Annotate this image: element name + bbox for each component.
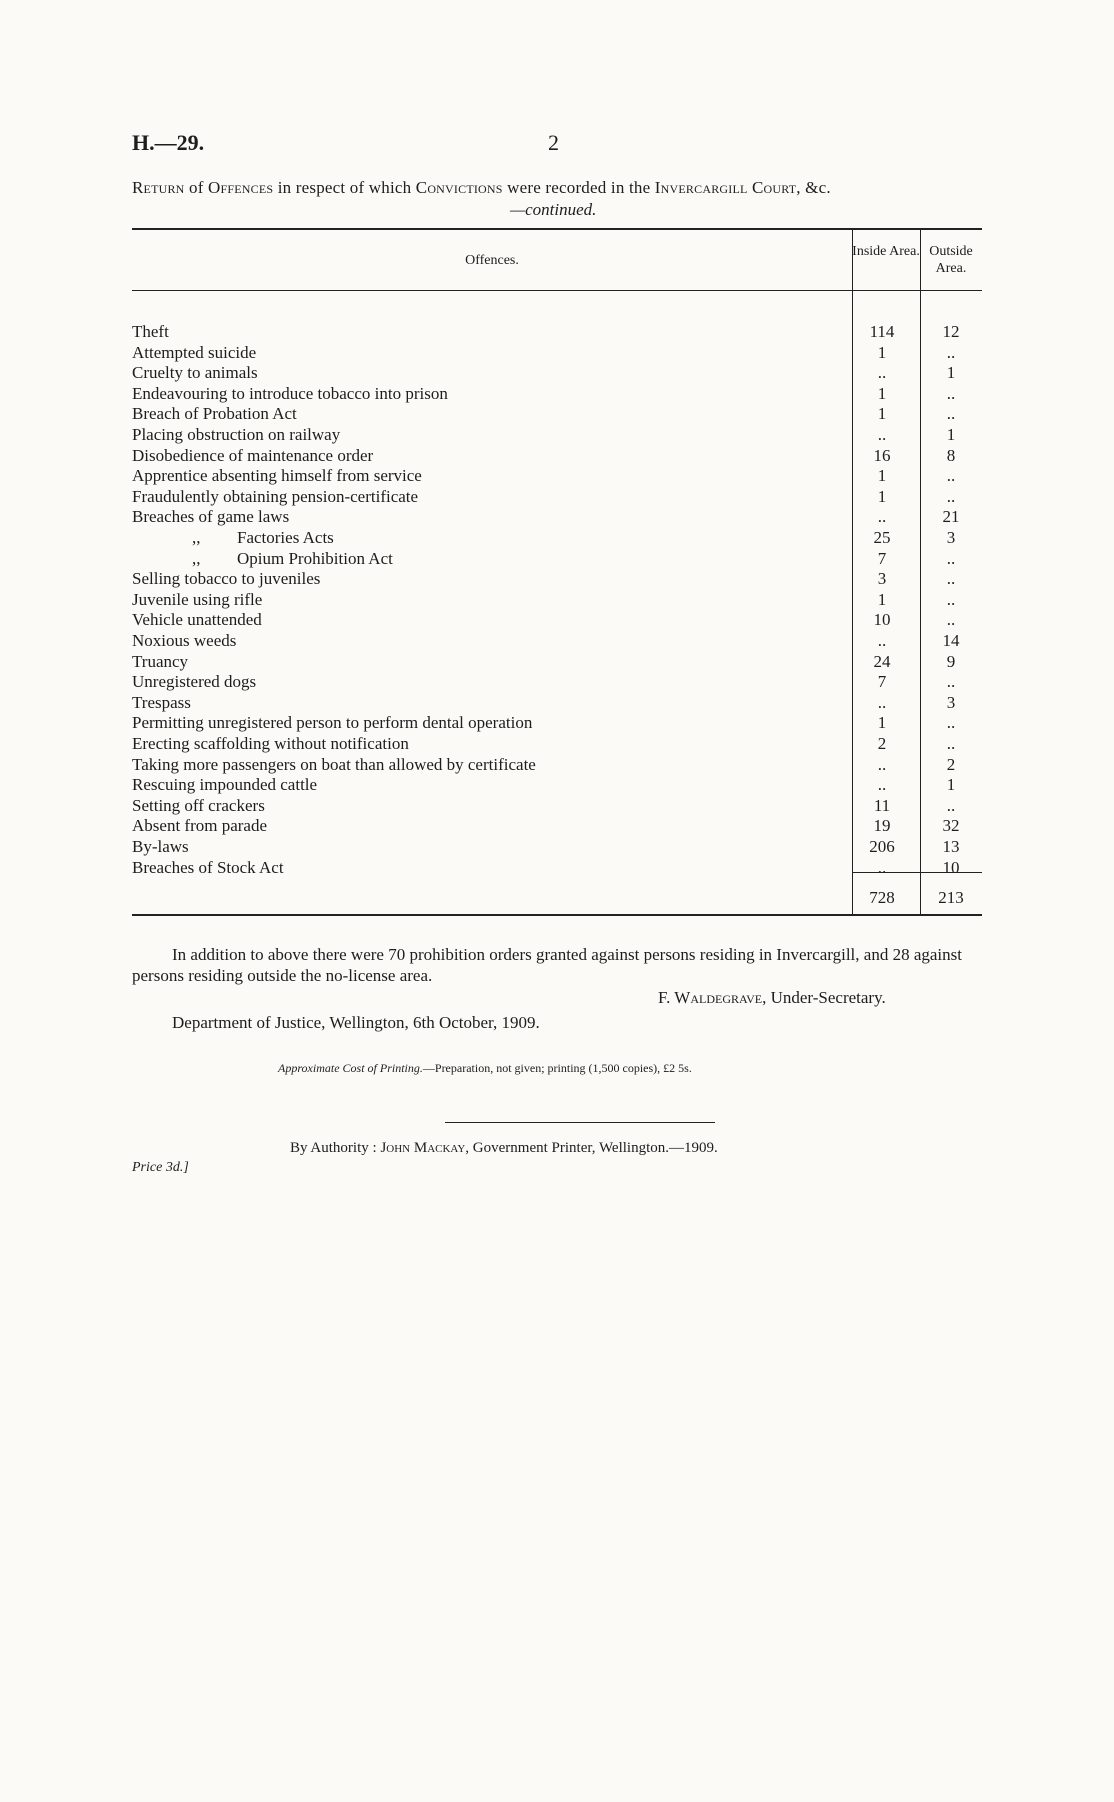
department-line: Department of Justice, Wellington, 6th October, 1909. (172, 1013, 540, 1032)
offence-name: Rescuing impounded cattle (132, 775, 318, 795)
title-word: of (189, 178, 204, 197)
title-word: Return (132, 178, 185, 197)
table-row (132, 343, 982, 363)
cost-label: Approximate Cost of Printing. (278, 1061, 423, 1075)
outside-area-count: .. (946, 734, 956, 753)
inside-area-count: 7 (877, 548, 887, 568)
inside-area-count: 1 (877, 466, 887, 486)
offence-name: Fraudulently obtaining pension-certificate (132, 486, 419, 506)
table-top-rule (132, 228, 982, 230)
table-row (132, 549, 982, 569)
table-row (132, 528, 982, 548)
inside-area-count: 16 (873, 445, 891, 465)
inside-area-count: .. (877, 631, 887, 650)
outside-area-count: .. (946, 548, 956, 568)
offence-name: Theft (132, 322, 169, 341)
table-row (132, 446, 982, 466)
inside-area-count: 1 (877, 404, 887, 424)
inside-area-count: .. (877, 363, 887, 383)
outside-area-count: 3 (946, 692, 956, 712)
outside-area-count: 1 (946, 425, 956, 444)
table-row (132, 734, 982, 754)
table-row (132, 693, 982, 713)
inside-area-count: 3 (877, 569, 887, 589)
inside-area-count: 7 (877, 672, 887, 692)
offence-name: By-laws (132, 837, 189, 856)
outside-area-count: 3 (946, 528, 956, 547)
printer-name: John Mackay (380, 1140, 466, 1156)
table-row (132, 858, 982, 878)
authority-suffix: , Government Printer, Wellington.—1909. (465, 1140, 718, 1156)
outside-area-count: 13 (942, 837, 960, 856)
table-title (132, 178, 982, 198)
offence-name: Noxious weeds (132, 631, 237, 650)
offence-name: Endeavouring to introduce tobacco into prison (132, 383, 448, 403)
signature (658, 988, 886, 1008)
table-header-rule (132, 290, 982, 291)
signatory-title: , Under-Secretary. (762, 988, 886, 1007)
inside-area-count: .. (877, 775, 887, 795)
outside-area-count: 32 (942, 816, 960, 836)
inside-area-count: 206 (869, 837, 895, 856)
outside-area-count: 12 (942, 322, 960, 341)
outside-area-count: 10 (942, 857, 960, 877)
page-number: 2 (548, 130, 559, 155)
price: Price 3d.] (132, 1160, 189, 1175)
offence-name: Absent from parade (132, 816, 268, 836)
offence-name: Vehicle unattended (132, 610, 262, 630)
inside-area-count: 2 (877, 734, 887, 753)
title-word: in respect of which (277, 178, 412, 197)
ditto-mark: ,, (192, 548, 201, 568)
title-word: , &c. (796, 178, 831, 197)
header-offences: Offences. (465, 253, 519, 268)
inside-area-count: .. (877, 692, 887, 712)
table-row (132, 816, 982, 836)
offence-name: Selling tobacco to juveniles (132, 569, 321, 589)
table-row (132, 425, 982, 445)
offence-name: Trespass (132, 692, 191, 712)
outside-area-count: .. (946, 589, 956, 609)
outside-area-count: 14 (942, 631, 960, 650)
table-row (132, 631, 982, 651)
printing-cost (278, 1061, 692, 1076)
inside-area-count: 24 (873, 651, 891, 671)
outside-area-count: 21 (942, 507, 960, 527)
outside-area-count: .. (946, 404, 956, 424)
inside-area-count: 10 (873, 610, 891, 630)
outside-area-count: .. (946, 713, 956, 733)
inside-area-count: .. (877, 754, 887, 774)
inside-area-count: 114 (869, 322, 895, 341)
table-row (132, 363, 982, 383)
offence-name: Disobedience of maintenance order (132, 445, 374, 465)
offence-name: Breaches of Stock Act (132, 857, 284, 877)
table-row (132, 507, 982, 527)
outside-area-count: 2 (946, 754, 956, 774)
table-row (132, 713, 982, 733)
offence-name: Breach of Probation Act (132, 404, 297, 424)
offence-name: Breaches of game laws (132, 507, 290, 527)
table-row (132, 590, 982, 610)
table-row (132, 610, 982, 630)
inside-area-count: 1 (877, 589, 887, 609)
table-row (132, 569, 982, 589)
title-continued: —continued. (510, 200, 597, 219)
offence-name: Placing obstruction on railway (132, 425, 341, 444)
title-word: Convictions (415, 178, 503, 197)
inside-area-count: .. (877, 507, 887, 527)
outside-area-count: .. (946, 486, 956, 506)
outside-area-count: .. (946, 466, 956, 486)
header-outside-area: Outside Area. (929, 244, 973, 276)
offence-name: Factories Acts (237, 528, 334, 547)
outside-area-count: 8 (946, 445, 956, 465)
table-row (132, 404, 982, 424)
totals-row (132, 888, 982, 908)
outside-area-count: 1 (946, 775, 956, 795)
offence-name: Truancy (132, 651, 189, 671)
inside-area-count: 1 (877, 713, 887, 733)
inside-area-count: .. (877, 857, 887, 877)
outside-area-count: .. (946, 672, 956, 692)
offence-name: Setting off crackers (132, 795, 265, 815)
table-row (132, 837, 982, 857)
ditto-mark: ,, (192, 528, 201, 547)
table-row (132, 466, 982, 486)
inside-area-count: 1 (877, 486, 887, 506)
outside-area-count: .. (946, 383, 956, 403)
outside-area-count: .. (946, 342, 956, 362)
total-inside: 728 (869, 888, 895, 907)
inside-area-count: 1 (877, 342, 887, 362)
table-row (132, 775, 982, 795)
table-row (132, 796, 982, 816)
inside-area-count: 19 (873, 816, 891, 836)
inside-area-count: .. (877, 425, 887, 444)
outside-area-count: .. (946, 569, 956, 589)
offence-name: Taking more passengers on boat than allowed by certificate (132, 754, 536, 774)
offence-name: Cruelty to animals (132, 363, 258, 383)
inside-area-count: 1 (877, 383, 887, 403)
title-word: were recorded in the (507, 178, 651, 197)
document-reference: H.—29. (132, 130, 205, 155)
table-bottom-rule (132, 914, 982, 916)
table-row (132, 487, 982, 507)
title-word: Invercargill Court (654, 178, 797, 197)
total-outside: 213 (938, 888, 964, 907)
offence-name: Permitting unregistered person to perform dental operation (132, 713, 533, 733)
outside-area-count: 1 (946, 363, 956, 383)
outside-area-count: 9 (946, 651, 956, 671)
offence-name: Opium Prohibition Act (237, 548, 393, 568)
table-row (132, 755, 982, 775)
offence-name: Attempted suicide (132, 342, 257, 362)
footer-rule (445, 1122, 715, 1123)
offence-name: Apprentice absenting himself from service (132, 466, 422, 486)
table-row (132, 652, 982, 672)
title-word: Offences (208, 178, 274, 197)
printer-authority (290, 1140, 718, 1157)
inside-area-count: 25 (873, 528, 891, 547)
table-row (132, 322, 982, 342)
signatory-name: F. Waldegrave (658, 988, 763, 1007)
header-inside-area: Inside Area. (852, 244, 920, 259)
offence-name: Unregistered dogs (132, 672, 257, 692)
table-row (132, 672, 982, 692)
outside-area-count: .. (946, 610, 956, 630)
authority-prefix: By Authority : (290, 1140, 377, 1156)
inside-area-count: 11 (873, 795, 891, 815)
additional-note: In addition to above there were 70 prohibition orders granted against persons residing in Invercargill, and 28 against persons residing outside the no-license area. (132, 945, 962, 985)
outside-area-count: .. (946, 795, 956, 815)
offence-name: Erecting scaffolding without notification (132, 734, 409, 753)
cost-text: —Preparation, not given; printing (1,500 copies), £2 5s. (422, 1061, 692, 1075)
offence-name: Juvenile using rifle (132, 589, 263, 609)
table-row (132, 384, 982, 404)
